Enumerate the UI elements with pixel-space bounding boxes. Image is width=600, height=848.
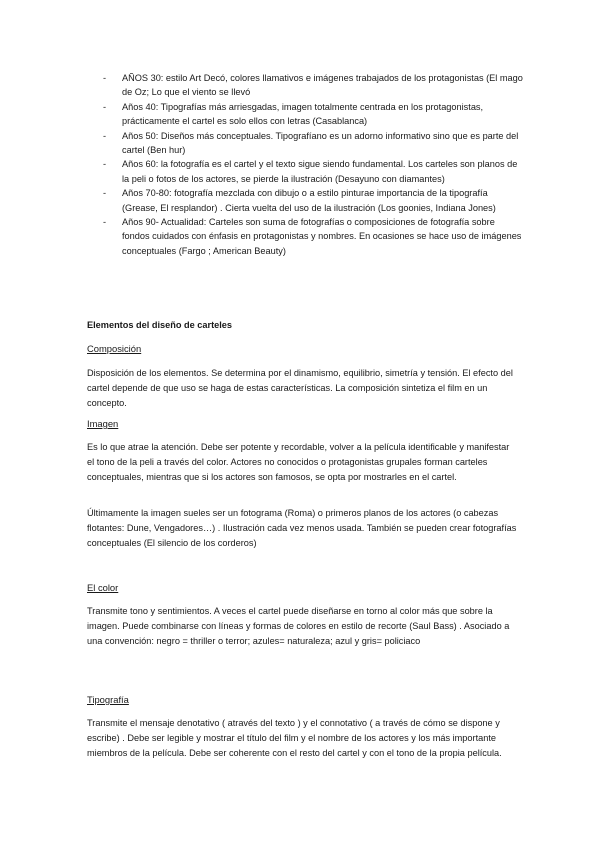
bullet-dash: -: [103, 217, 107, 228]
list-item: [103, 71, 523, 100]
list-item-text: Años 40: Tipografías más arriesgadas, imagen totalmente centrada en los protagonistas, prácticamente el cartel es solo ellos con letras (Casablanca): [122, 101, 484, 127]
list-item: [103, 157, 523, 186]
list-item-text: Años 60: la fotografía es el cartel y el texto sigue siendo fundamental. Los carteles son planos de la peli o fotos de los actores, se pierde la ilustración (Desayuno con diamantes): [122, 159, 518, 184]
list-item: [103, 100, 523, 129]
list-item-text: Años 70-80: fotografía mezclada con dibujo o a estilo pinturae importancia de la tipografía (Grease, El resplandor) . Cierta vuelta del uso de la ilustración (Los goonies, Indiana Jones): [122, 188, 496, 213]
bullet-dash: -: [103, 188, 107, 199]
heading-tipografia: Tipografía: [87, 694, 129, 705]
heading-composicion: Composición: [87, 343, 142, 354]
paragraph-imagen-1: Es lo que atrae la atención. Debe ser potente y recordable, volver a la película identificable y manifestar el tono de la peli a través del color. Actores no conocidos o protagonistas grupales forman carteles conceptuales, mientras que si los actores son famosos, se opta por mostrarles en el cartel.: [87, 442, 510, 483]
heading-color: El color: [87, 582, 119, 593]
list-item: [103, 186, 523, 215]
list-item: [103, 129, 523, 158]
heading-imagen: Imagen: [87, 418, 119, 429]
bullet-dash: -: [103, 73, 107, 83]
list-item-text: AÑOS 30: estilo Art Decó, colores llamativos e imágenes trabajados de los protagonistas (El mago de Oz; Lo que el viento se llevó: [122, 73, 523, 98]
bullet-dash: -: [103, 159, 107, 170]
paragraph-imagen-2: Últimamente la imagen sueles ser un fotograma (Roma) o primeros planos de los actores (o cabezas flotantes: Dune, Vengadores…) . Ilustración cada vez menos usada. También se pueden crear fotografías conceptuales (El silencio de los corderos): [87, 508, 517, 549]
list-item-text: Años 50: Diseños más conceptuales. Tipografíano es un adorno informativo sino que es parte del cartel (Ben hur): [122, 130, 519, 156]
paragraph-tipografia: Transmite el mensaje denotativo ( através del texto ) y el connotativo ( a través de cómo se dispone y escribe) . Debe ser legible y mostrar el título del film y el nombre de los actores y los más importante miembros de la película. Debe ser coherente con el resto del cartel y con el tono de la propia película.: [87, 718, 502, 759]
section-title: Elementos del diseño de carteles: [87, 320, 233, 330]
bullet-dash: -: [103, 130, 107, 141]
list-item-text: Años 90- Actualidad: Carteles son suma de fotografías o composiciones de fotografía sobre fondos cuidados con énfasis en protagonistas y nombres. En ocasiones se hace uso de imágenes conceptuales (Fargo ; American Beauty): [122, 217, 522, 256]
bullet-dash: -: [103, 101, 107, 112]
decades-list: [103, 71, 523, 258]
paragraph-color: Transmite tono y sentimientos. A veces el cartel puede diseñarse en torno al color más que sobre la imagen. Puede combinarse con líneas y formas de colores en estilo de recorte (Saul Bass) . Asociado a una convención: negro = thriller o terror; azules= naturaleza; azul y gris= policiaco: [87, 606, 510, 647]
paragraph-composicion: Disposición de los elementos. Se determina por el dinamismo, equilibrio, simetría y tensión. El efecto del cartel depende de que uso se haga de estas características. La composición sintetiza el film en un concepto.: [87, 368, 513, 409]
list-item: [103, 215, 523, 258]
